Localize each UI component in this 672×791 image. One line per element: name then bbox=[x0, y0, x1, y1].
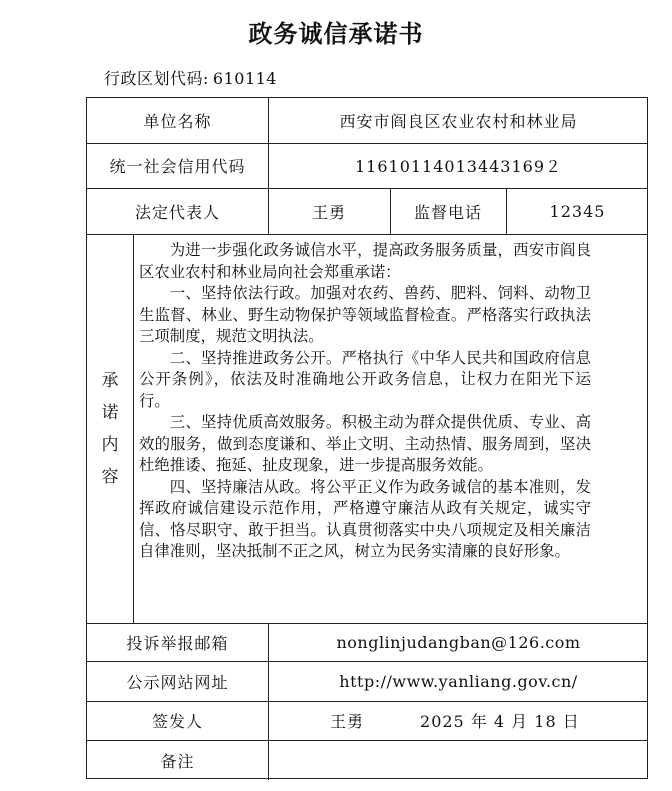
region-code-label: 行政区划代码: bbox=[104, 69, 209, 88]
website-label: 公示网站网址 bbox=[126, 672, 229, 692]
pledge-content bbox=[139, 240, 591, 563]
signer-label: 签发人 bbox=[151, 712, 203, 731]
pledge-paragraph: 二、坚持推进政务公开。严格执行《中华人民共和国政府信息公开条例》，依法及时准确地公开政务信息，让权力在阳光下运行。 bbox=[139, 348, 591, 410]
unit-name-value: 西安市阎良区农业农村和林业局 bbox=[339, 112, 578, 131]
complaint-email-value: nonglinjudangban@126.com bbox=[336, 632, 581, 652]
unit-name-label: 单位名称 bbox=[143, 112, 212, 131]
pledge-paragraph: 为进一步强化政务诚信水平，提高政务服务质量，西安市阎良区农业农村和林业局向社会郑重承诺： bbox=[139, 241, 591, 281]
pledge-paragraph: 四、坚持廉洁从政。将公平正义作为政务诚信的基本准则，发挥政府诚信建设示范作用，严格遵守廉洁从政有关规定，诚实守信、恪尽职守、敢于担当。认真贯彻落实中央八项规定及相关廉洁自律准则，坚决抵制不正之风，树立为民务实清廉的良好形象。 bbox=[139, 477, 591, 560]
remarks-label: 备注 bbox=[160, 751, 195, 771]
pledge-content-label bbox=[87, 234, 133, 623]
pledge-label-char: 承 bbox=[101, 370, 119, 391]
credit-code-label: 统一社会信用代码 bbox=[109, 157, 246, 176]
website-value: http://www.yanliang.gov.cn/ bbox=[339, 671, 578, 691]
sign-date: 2025 年 4 月 18 日 bbox=[420, 712, 580, 731]
column-divider bbox=[133, 234, 134, 623]
signer-row bbox=[268, 701, 649, 740]
pledge-label-char: 诺 bbox=[101, 402, 119, 423]
legal-representative-label: 法定代表人 bbox=[134, 202, 220, 222]
supervision-phone-label: 监督电话 bbox=[413, 202, 482, 222]
region-code-line bbox=[104, 66, 277, 89]
supervision-phone-value: 12345 bbox=[549, 201, 606, 221]
pledge-table bbox=[86, 97, 648, 779]
region-code-value: 610114 bbox=[212, 69, 277, 88]
pledge-label-char: 内 bbox=[101, 434, 119, 455]
document-title: 政务诚信承诺书 bbox=[248, 19, 424, 48]
credit-code-value: 11610114013443169２ bbox=[354, 157, 563, 176]
pledge-label-char: 容 bbox=[101, 466, 119, 487]
row-divider bbox=[87, 234, 647, 235]
signer-value: 王勇 bbox=[330, 712, 365, 731]
legal-representative-value: 王勇 bbox=[311, 202, 346, 222]
remarks-value bbox=[268, 740, 649, 780]
pledge-paragraph: 一、坚持依法行政。加强对农药、兽药、肥料、饲料、动物卫生监督、林业、野生动物保护等领域监督检查。严格落实行政执法三项制度，规范文明执法。 bbox=[139, 284, 591, 345]
pledge-paragraph: 三、坚持优质高效服务。积极主动为群众提供优质、专业、高效的服务，做到态度谦和、举止文明、主动热情、服务周到，坚决杜绝推诿、拖延、扯皮现象，进一步提高服务效能。 bbox=[139, 413, 591, 474]
complaint-email-label: 投诉举报邮箱 bbox=[126, 633, 229, 653]
